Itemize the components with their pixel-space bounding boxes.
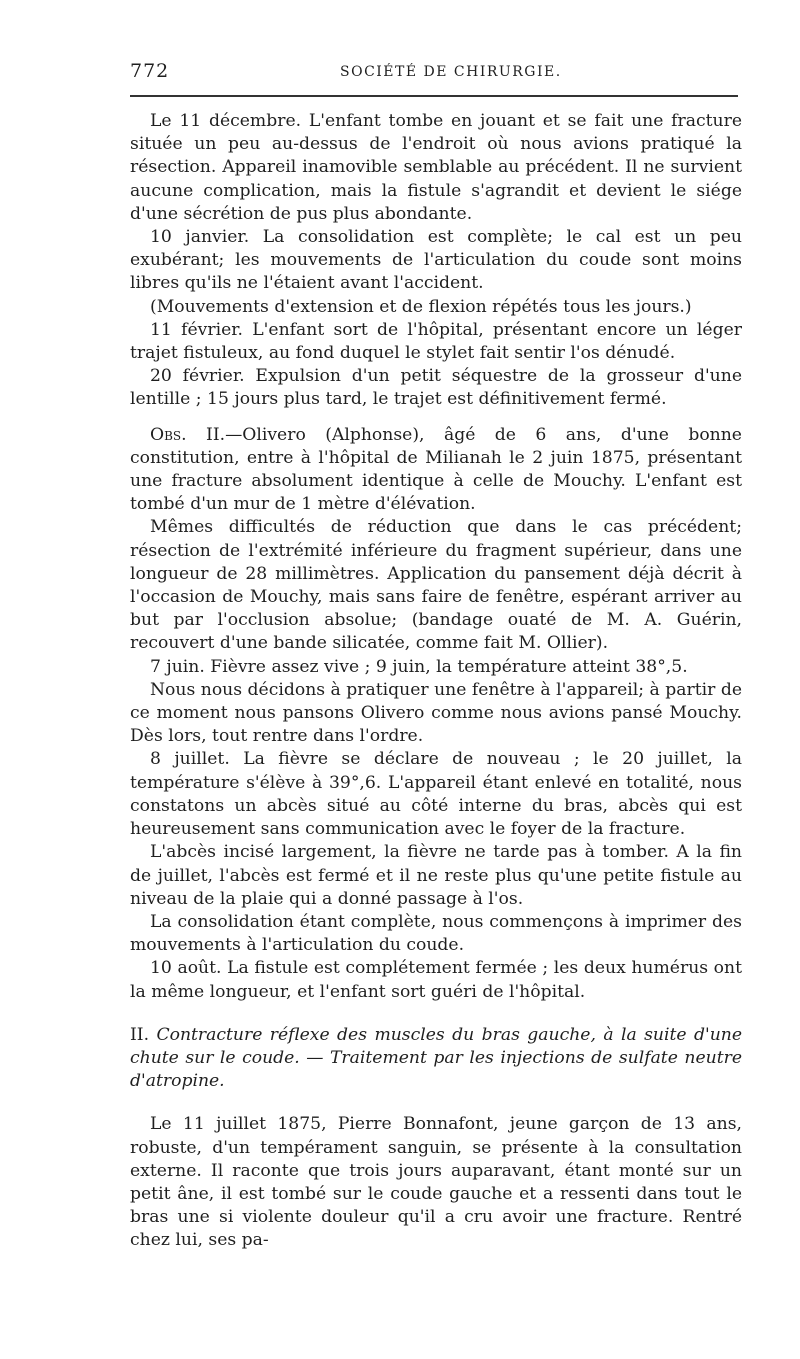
header-rule — [130, 95, 738, 97]
paragraph: 11 février. L'enfant sort de l'hôpital, présentant encore un léger trajet fistuleux, au fond duquel le stylet fait sentir l'os dénudé. — [130, 319, 742, 364]
paragraph: 10 août. La fistule est complétement fermée ; les deux humérus ont la même longueur, et l'enfant sort guéri de l'hôpital. — [130, 958, 742, 1002]
observation-paragraph — [130, 424, 742, 517]
paragraph: La consolidation étant complète, nous commençons à imprimer des mouvements à l'articulation du coude. — [130, 911, 742, 956]
section-heading — [130, 1024, 742, 1094]
paragraph: 20 février. Expulsion d'un petit séquestre de la grosseur d'une lentille ; 15 jours plus tard, le trajet est définitivement fermé. — [130, 366, 742, 410]
paragraph: 7 juin. Fièvre assez vive ; 9 juin, la température atteint 38°,5. — [150, 656, 688, 677]
section-title: Contracture réflexe des muscles du bras gauche, à la suite d'une chute sur le coude. — Traitement par les injections de sulfate neutre d'atropine. — [130, 1024, 743, 1092]
page-header — [130, 58, 740, 88]
paragraph: 10 janvier. La consolidation est complète; le cal est un peu exubérant; les mouvements de l'articulation du coude sont moins libres qu'ils ne l'étaient avant l'accident. — [130, 227, 742, 294]
page-number: 772 — [130, 60, 170, 82]
paragraph: Nous nous décidons à pratiquer une fenêtre à l'appareil; à partir de ce moment nous pansons Olivero comme nous avions pansé Mouchy. Dès lors, tout rentre dans l'ordre. — [130, 679, 742, 747]
paragraph: (Mouvements d'extension et de flexion répétés tous les jours.) — [150, 296, 692, 317]
paragraph: Le 11 décembre. L'enfant tombe en jouant et se fait une fracture située un peu au-dessus de l'endroit où nous avions pratiqué la résection. Appareil inamovible semblable au précédent. Il ne survient aucune complication, mais la fistule s'agrandit et devient le siége d'une sécrétion de pus plus abondante. — [130, 111, 742, 224]
observation-text: —Olivero (Alphonse), âgé de 6 ans, d'une bonne constitution, entre à l'hôpital de Milianah le 2 juin 1875, présentant une fracture absolument identique à celle de Mouchy. L'enfant est tombé d'un mur de 1 mètre d'élévation. — [130, 424, 742, 515]
paragraph: Mêmes difficultés de réduction que dans le cas précédent; résection de l'extrémité inférieure du fragment supérieur, dans une longueur de 28 millimètres. Application du pansement déjà décrit à l'occasion de Mouchy, mais sans faire de fenêtre, espérant arriver au but par l'occlusion absolue; (bandage ouaté de M. A. Guérin, recouvert d'une bande silicatée, comme fait M. Ollier). — [130, 517, 742, 654]
running-title: SOCIÉTÉ DE CHIRURGIE. — [340, 64, 562, 80]
section-number: II. — [130, 1024, 150, 1045]
paragraph: Le 11 juillet 1875, Pierre Bonnafont, jeune garçon de 13 ans, robuste, d'un tempérament sanguin, se présente à la consultation externe. Il raconte que trois jours auparavant, étant monté sur un petit âne, il est tombé sur le coude gauche et a ressenti dans tout le bras une si violente douleur qu'il a cru avoir une fracture. Rentré chez lui, ses pa- — [130, 1114, 742, 1251]
paragraph: L'abcès incisé largement, la fièvre ne tarde pas à tomber. A la fin de juillet, l'abcès est fermé et il ne reste plus qu'une petite fistule au niveau de la plaie qui a donné passage à l'os. — [130, 842, 742, 909]
observation-label: Obs. II. — [150, 424, 226, 445]
body-text — [130, 110, 742, 1253]
paragraph: 8 juillet. La fièvre se déclare de nouveau ; le 20 juillet, la température s'élève à 39°,6. L'appareil étant enlevé en totalité, nous constatons un abcès situé au côté interne du bras, abcès qui est heureusement sans communication avec le foyer de la fracture. — [130, 749, 742, 840]
